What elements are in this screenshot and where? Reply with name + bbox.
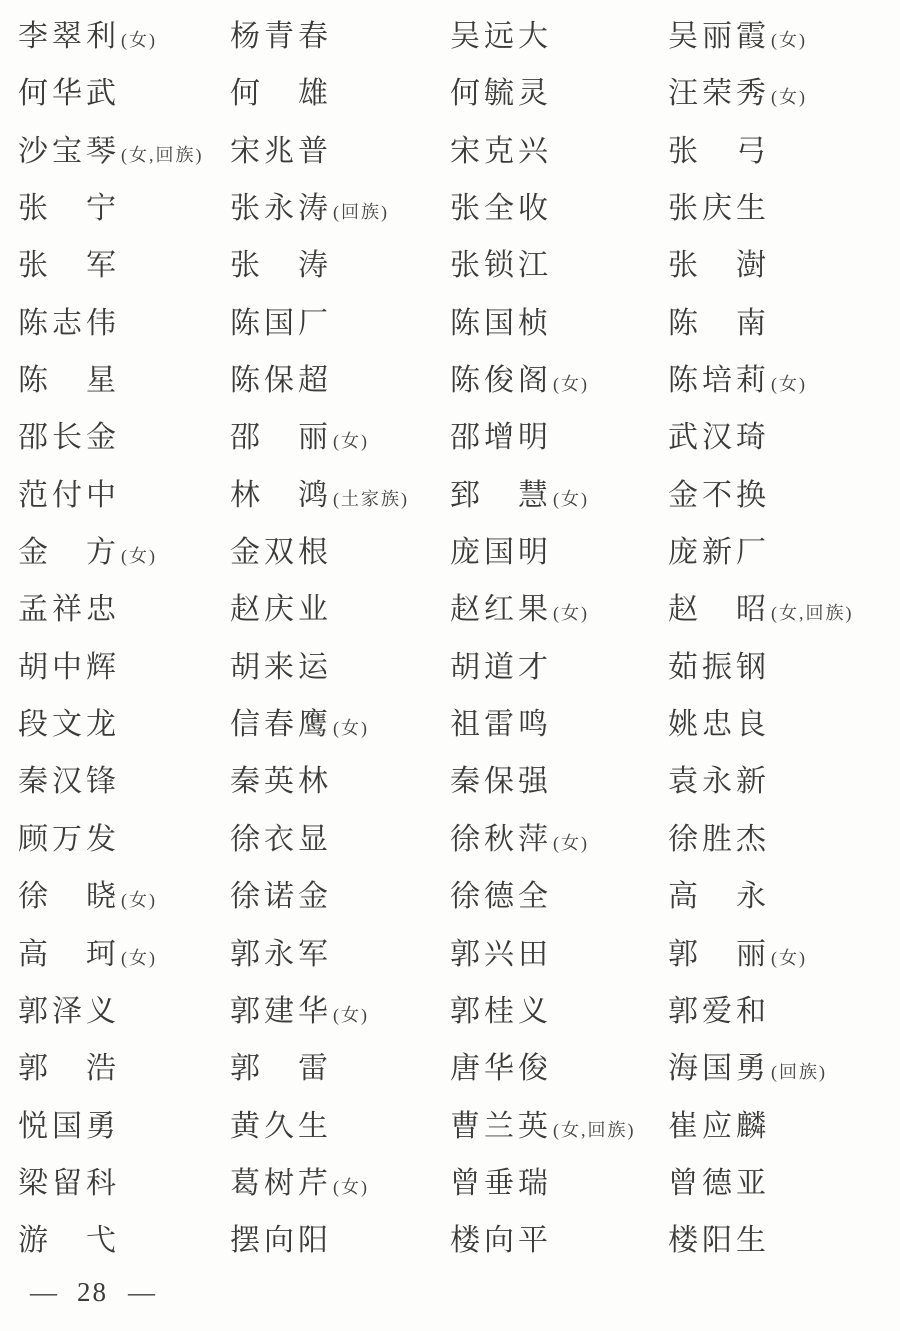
name-entry	[450, 696, 668, 753]
name-entry	[668, 123, 888, 180]
name-entry	[230, 295, 450, 352]
person-name: 邵长金	[18, 421, 120, 455]
person-name: 曾垂瑞	[450, 1166, 552, 1200]
person-name: 楼向平	[450, 1224, 552, 1258]
person-name: 郭 丽	[668, 937, 770, 971]
name-entry	[230, 581, 450, 638]
name-entry	[230, 237, 450, 294]
name-entry	[230, 1155, 450, 1212]
person-name: 黄久生	[230, 1109, 332, 1143]
person-name: 徐诺金	[230, 880, 332, 914]
person-name: 张全收	[450, 192, 552, 226]
name-entry	[450, 868, 668, 925]
name-entry	[18, 811, 230, 868]
name-entry	[668, 237, 888, 294]
name-entry	[18, 926, 230, 983]
person-name: 曾德亚	[668, 1166, 770, 1200]
person-name: 胡来运	[230, 650, 332, 684]
person-name: 金 方	[18, 536, 120, 570]
person-name: 郅 慧	[450, 478, 552, 512]
gender-ethnicity-note: (回族)	[771, 1062, 827, 1083]
person-name: 金双根	[230, 536, 332, 570]
person-name: 陈国厂	[230, 306, 332, 340]
person-name: 何毓灵	[450, 77, 552, 111]
name-entry	[230, 811, 450, 868]
name-entry	[18, 581, 230, 638]
name-entry	[668, 1155, 888, 1212]
person-name: 陈培莉	[668, 364, 770, 398]
person-name: 海国勇	[668, 1052, 770, 1086]
name-entry	[18, 983, 230, 1040]
name-entry	[668, 753, 888, 810]
name-entry	[450, 237, 668, 294]
person-name: 沙宝琴	[18, 134, 120, 168]
person-name: 张庆生	[668, 192, 770, 226]
name-entry	[668, 581, 888, 638]
person-name: 徐秋萍	[450, 822, 552, 856]
name-entry	[18, 1040, 230, 1097]
person-name: 郭 雷	[230, 1052, 332, 1086]
name-entry	[230, 409, 450, 466]
footer-left-dash: —	[30, 1276, 57, 1307]
person-name: 信春鹰	[230, 708, 332, 742]
person-name: 崔应麟	[668, 1109, 770, 1143]
name-entry	[668, 352, 888, 409]
person-name: 陈国桢	[450, 306, 552, 340]
name-entry	[230, 926, 450, 983]
name-entry	[450, 581, 668, 638]
footer-right-dash: —	[128, 1276, 155, 1307]
person-name: 孟祥忠	[18, 593, 120, 627]
person-name: 徐衣显	[230, 822, 332, 856]
person-name: 唐华俊	[450, 1052, 552, 1086]
name-entry	[450, 295, 668, 352]
person-name: 张 军	[18, 249, 120, 283]
person-name: 徐 晓	[18, 880, 120, 914]
person-name: 金不换	[668, 478, 770, 512]
name-entry	[230, 1212, 450, 1269]
person-name: 楼阳生	[668, 1224, 770, 1258]
name-entry	[18, 639, 230, 696]
person-name: 郭爱和	[668, 994, 770, 1028]
person-name: 陈保超	[230, 364, 332, 398]
name-entry	[18, 237, 230, 294]
name-entry	[450, 180, 668, 237]
name-entry	[668, 295, 888, 352]
gender-ethnicity-note: (土家族)	[333, 488, 409, 509]
person-name: 何 雄	[230, 77, 332, 111]
gender-ethnicity-note: (女)	[771, 30, 807, 50]
name-entry	[450, 409, 668, 466]
name-entry	[450, 811, 668, 868]
name-entry	[18, 295, 230, 352]
person-name: 陈志伟	[18, 306, 120, 340]
name-entry	[230, 639, 450, 696]
person-name: 段文龙	[18, 708, 120, 742]
person-name: 陈俊阁	[450, 364, 552, 398]
person-name: 摆向阳	[230, 1224, 332, 1258]
name-entry	[668, 1098, 888, 1155]
gender-ethnicity-note: (女,回族)	[553, 1119, 636, 1140]
name-entry	[230, 352, 450, 409]
name-entry	[450, 753, 668, 810]
name-entry	[668, 1040, 888, 1097]
person-name: 武汉琦	[668, 421, 770, 455]
person-name: 吴丽霞	[668, 20, 770, 53]
person-name: 范付中	[18, 478, 120, 512]
person-name: 张 涛	[230, 249, 332, 283]
person-name: 张锁江	[450, 249, 552, 283]
person-name: 郭 浩	[18, 1052, 120, 1086]
name-entry	[668, 524, 888, 581]
name-entry	[18, 868, 230, 925]
name-entry	[18, 8, 230, 65]
person-name: 曹兰英	[450, 1109, 552, 1143]
name-entry	[450, 1098, 668, 1155]
name-entry	[450, 639, 668, 696]
gender-ethnicity-note: (回族)	[333, 202, 389, 223]
gender-ethnicity-note: (女)	[553, 374, 589, 395]
person-name: 邵增明	[450, 421, 552, 455]
name-entry	[668, 639, 888, 696]
name-entry	[668, 696, 888, 753]
name-entry	[18, 696, 230, 753]
name-entry	[18, 352, 230, 409]
name-entry	[668, 926, 888, 983]
person-name: 徐德全	[450, 880, 552, 914]
person-name: 郭建华	[230, 994, 332, 1028]
person-name: 宋克兴	[450, 134, 552, 168]
name-entry	[18, 409, 230, 466]
person-name: 吴远大	[450, 20, 552, 53]
person-name: 袁永新	[668, 765, 770, 799]
name-entry	[230, 1040, 450, 1097]
gender-ethnicity-note: (女)	[333, 1176, 369, 1197]
gender-ethnicity-note: (女)	[121, 546, 157, 567]
person-name: 姚忠良	[668, 708, 770, 742]
name-entry	[668, 467, 888, 524]
name-entry	[668, 65, 888, 122]
name-entry	[18, 123, 230, 180]
person-name: 梁留科	[18, 1166, 120, 1200]
name-entry	[230, 467, 450, 524]
person-name: 顾万发	[18, 822, 120, 856]
person-name: 赵红果	[450, 593, 552, 627]
gender-ethnicity-note: (女)	[121, 30, 157, 50]
name-entry	[18, 753, 230, 810]
name-entry	[230, 983, 450, 1040]
page-footer	[30, 1276, 155, 1308]
name-entry	[450, 1040, 668, 1097]
name-entry	[18, 467, 230, 524]
gender-ethnicity-note: (女)	[553, 603, 589, 624]
name-entry	[450, 983, 668, 1040]
name-entry	[450, 1155, 668, 1212]
gender-ethnicity-note: (女,回族)	[771, 603, 854, 624]
person-name: 秦英林	[230, 765, 332, 799]
gender-ethnicity-note: (女,回族)	[121, 144, 204, 165]
person-name: 何华武	[18, 77, 120, 111]
name-entry	[668, 868, 888, 925]
name-entry	[668, 8, 888, 65]
person-name: 庞国明	[450, 536, 552, 570]
person-name: 汪荣秀	[668, 77, 770, 111]
person-name: 张 弓	[668, 134, 770, 168]
name-entry	[230, 868, 450, 925]
person-name: 张永涛	[230, 192, 332, 226]
person-name: 高 永	[668, 880, 770, 914]
name-entry	[450, 8, 668, 65]
person-name: 邵 丽	[230, 421, 332, 455]
person-name: 秦汉锋	[18, 765, 120, 799]
gender-ethnicity-note: (女)	[553, 832, 589, 853]
name-entry	[668, 409, 888, 466]
person-name: 杨青春	[230, 20, 332, 53]
person-name: 宋兆普	[230, 134, 332, 168]
person-name: 林 鸿	[230, 478, 332, 512]
name-entry	[230, 180, 450, 237]
name-entry	[18, 180, 230, 237]
gender-ethnicity-note: (女)	[333, 431, 369, 452]
name-entry	[230, 753, 450, 810]
person-name: 祖雷鸣	[450, 708, 552, 742]
name-entry	[450, 123, 668, 180]
name-entry	[668, 180, 888, 237]
name-entry	[230, 524, 450, 581]
name-entry	[18, 65, 230, 122]
person-name: 郭桂义	[450, 994, 552, 1028]
name-entry	[18, 524, 230, 581]
name-list	[18, 8, 888, 1270]
person-name: 游 弋	[18, 1224, 120, 1258]
person-name: 张 宁	[18, 192, 120, 226]
person-name: 胡道才	[450, 650, 552, 684]
person-name: 胡中辉	[18, 650, 120, 684]
page-number: 28	[77, 1276, 108, 1307]
gender-ethnicity-note: (女)	[121, 947, 157, 968]
person-name: 陈 南	[668, 306, 770, 340]
person-name: 葛树芹	[230, 1166, 332, 1200]
person-name: 高 珂	[18, 937, 120, 971]
gender-ethnicity-note: (女)	[553, 488, 589, 509]
person-name: 悦国勇	[18, 1109, 120, 1143]
name-entry	[18, 1155, 230, 1212]
person-name: 茹振钢	[668, 650, 770, 684]
person-name: 赵庆业	[230, 593, 332, 627]
name-entry	[450, 352, 668, 409]
person-name: 李翠利	[18, 20, 120, 53]
person-name: 秦保强	[450, 765, 552, 799]
gender-ethnicity-note: (女)	[771, 374, 807, 395]
person-name: 陈 星	[18, 364, 120, 398]
gender-ethnicity-note: (女)	[121, 890, 157, 911]
name-entry	[18, 1212, 230, 1269]
person-name: 郭永军	[230, 937, 332, 971]
name-entry	[450, 467, 668, 524]
gender-ethnicity-note: (女)	[333, 1004, 369, 1025]
person-name: 郭泽义	[18, 994, 120, 1028]
name-entry	[230, 123, 450, 180]
name-entry	[230, 65, 450, 122]
name-entry	[668, 1212, 888, 1269]
person-name: 郭兴田	[450, 937, 552, 971]
person-name: 张 澍	[668, 249, 770, 283]
person-name: 徐胜杰	[668, 822, 770, 856]
person-name: 赵 昭	[668, 593, 770, 627]
gender-ethnicity-note: (女)	[771, 947, 807, 968]
name-entry	[450, 1212, 668, 1269]
name-entry	[230, 8, 450, 65]
name-entry	[230, 696, 450, 753]
name-entry	[230, 1098, 450, 1155]
gender-ethnicity-note: (女)	[333, 718, 369, 739]
name-entry	[668, 811, 888, 868]
name-entry	[668, 983, 888, 1040]
name-entry	[18, 1098, 230, 1155]
name-entry	[450, 524, 668, 581]
person-name: 庞新厂	[668, 536, 770, 570]
name-entry	[450, 926, 668, 983]
name-entry	[450, 65, 668, 122]
gender-ethnicity-note: (女)	[771, 87, 807, 108]
